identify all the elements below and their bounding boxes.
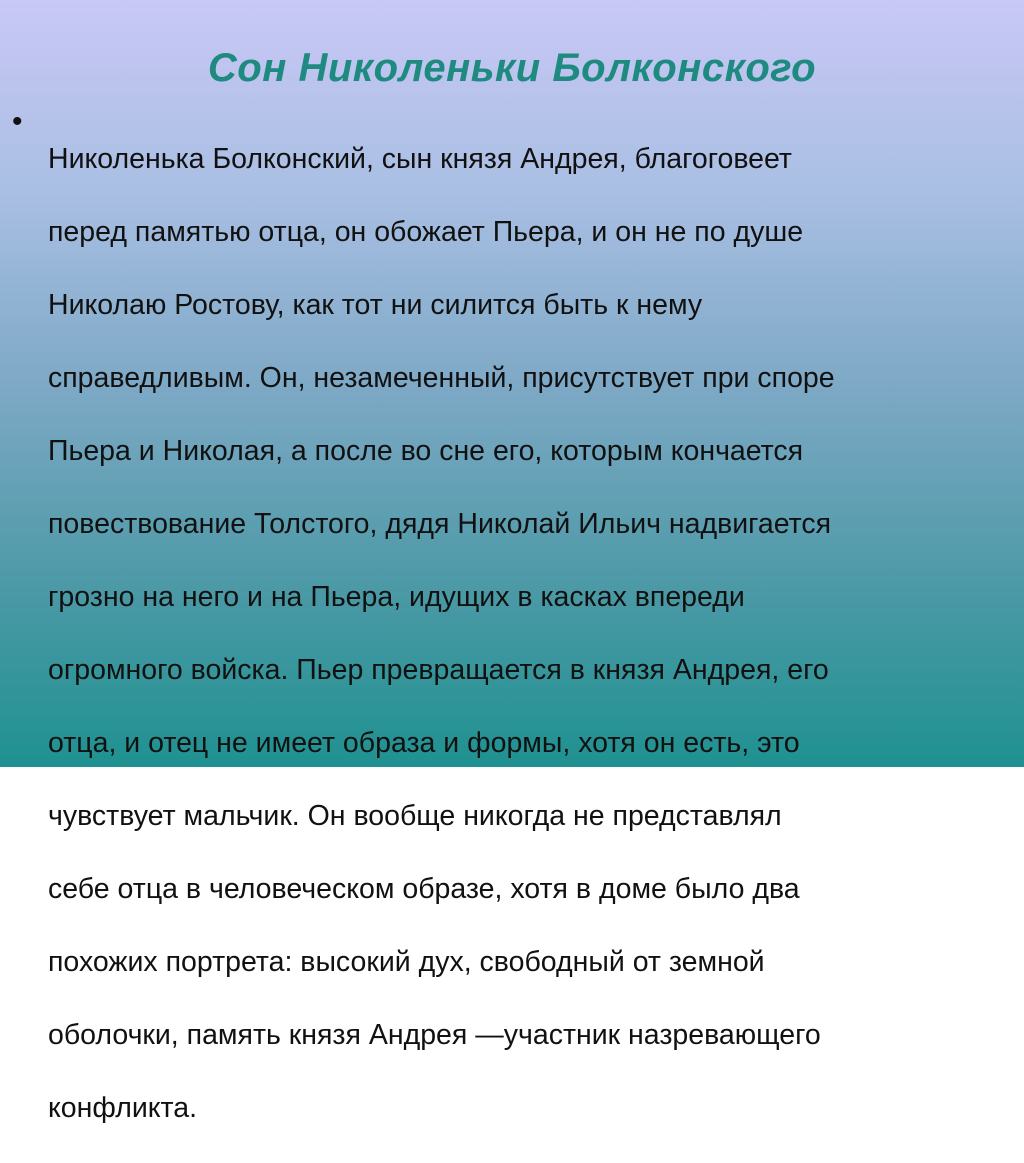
paragraph-line: повествование Толстого, дядя Николай Ильич надвигается [48, 507, 832, 540]
slide-body [10, 104, 1004, 1163]
paragraph-line: похожих портрета: высокий дух, свободный от земной [48, 945, 765, 978]
paragraph-line: справедливым. Он, незамеченный, присутствует при споре [48, 361, 835, 394]
slide-title: Сон Николеньки Болконского [207, 46, 817, 90]
paragraph-line: оболочки, память князя Андрея —участник назревающего [48, 1018, 821, 1051]
paragraph-line: Николаю Ростову, как тот ни силится быть к нему [48, 288, 703, 321]
bullet-icon: • [12, 105, 23, 138]
paragraph-line: грозно на него и на Пьера, идущих в касках впереди [48, 580, 745, 613]
paragraph-line: отца, и отец не имеет образа и формы, хотя он есть, это [48, 726, 800, 759]
body-paragraph [48, 104, 1004, 1163]
bullet-item [10, 104, 1004, 1163]
paragraph-line: конфликта. [48, 1091, 198, 1124]
paragraph-line: Пьера и Николая, а после во сне его, которым кончается [48, 434, 804, 467]
paragraph-line: себе отца в человеческом образе, хотя в доме было два [48, 872, 800, 905]
paragraph-line: перед памятью отца, он обожает Пьера, и он не по душе [48, 215, 804, 248]
paragraph-line: Николенька Болконский, сын князя Андрея, благоговеет [48, 142, 792, 175]
paragraph-line: огромного войска. Пьер превращается в князя Андрея, его [48, 653, 829, 686]
paragraph-line: чувствует мальчик. Он вообще никогда не представлял [48, 799, 782, 832]
